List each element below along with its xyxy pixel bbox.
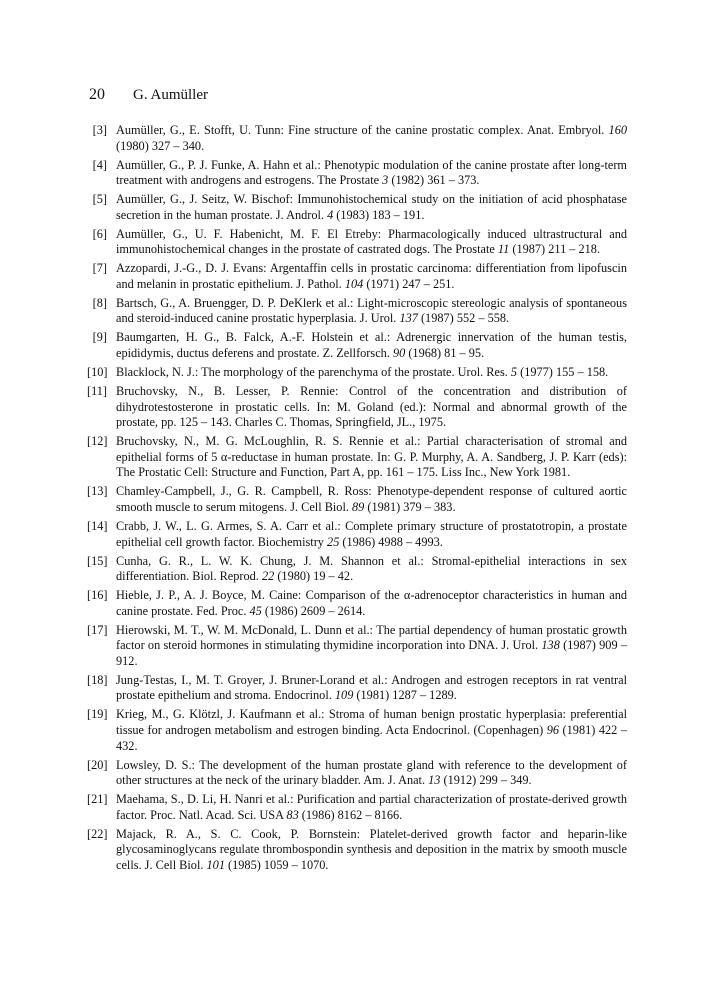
running-head (89, 86, 208, 104)
reference-text-segment: (1987) 211 – 218. (509, 242, 601, 257)
reference-text (116, 758, 627, 789)
reference-text-segment: Hieble, J. P., A. J. Boyce, M. Caine: Comparison of the α-adrenoceptor characteristics in human and canine prostate. Fed. Proc. (116, 588, 627, 618)
reference-volume: 160 (608, 123, 627, 137)
reference-number: [17] (87, 622, 108, 637)
reference-text (116, 330, 627, 361)
reference-text-segment: (1912) 299 – 349. (440, 773, 532, 788)
reference-item (87, 384, 627, 431)
reference-item (87, 519, 627, 550)
reference-volume: 137 (399, 311, 418, 326)
reference-volume: 104 (344, 276, 364, 291)
reference-text-segment: Maehama, S., D. Li, H. Nanri et al.: Purification and partial characterization of prostate-derived growth factor. Proc. Natl. Acad. Sci. USA (116, 792, 627, 822)
reference-volume: 109 (334, 688, 354, 703)
reference-text (116, 623, 627, 670)
reference-text-segment: Krieg, M., G. Klötzl, J. Kaufmann et al.: Stroma of human benign prostatic hyperplasia: preferential tissue for androgen metabolism and estrogen binding. Acta Endocrinol. (Copenhagen) (116, 707, 627, 738)
reference-item (87, 158, 627, 189)
reference-volume: 22 (261, 569, 275, 584)
reference-number: [10] (87, 365, 108, 380)
reference-text-segment: (1986) 8162 – 8166. (298, 807, 403, 822)
reference-number: [5] (92, 192, 107, 207)
reference-item (87, 827, 627, 874)
reference-volume: 13 (428, 773, 441, 788)
reference-text (116, 296, 627, 327)
reference-text (116, 792, 627, 823)
reference-number: [8] (92, 295, 107, 310)
reference-item (87, 623, 627, 670)
reference-item (87, 296, 627, 327)
reference-text (116, 484, 627, 515)
reference-volume: 11 (497, 242, 510, 257)
reference-number: [13] (87, 484, 108, 499)
reference-text-segment: (1981) 422 – 432. (116, 723, 627, 753)
reference-text-segment: Baumgarten, H. G., B. Falck, A.-F. Holstein et al.: Adrenergic innervation of the human testis, epididymis, ductus deferens and prostate. Z. Zellforsch. (116, 330, 627, 361)
reference-text-segment: Lowsley, D. S.: The development of the human prostate gland with reference to the development of other structures at the neck of the urinary bladder. Am. J. Anat. (116, 757, 627, 788)
reference-item (87, 707, 627, 754)
reference-text-segment: Aumüller, G., U. F. Habenicht, M. F. El Etreby: Pharmacologically induced ultrastructural and immunohistochemical changes in the prostate of castrated dogs. The Prostate (116, 226, 627, 257)
reference-text-segment: (1986) 4988 – 4993. (339, 534, 443, 549)
reference-volume: 138 (541, 638, 560, 653)
reference-text (116, 434, 627, 481)
reference-text-segment: Crabb, J. W., L. G. Armes, S. A. Carr et al.: Complete primary structure of prostatotropin, a prostate epithelial cell growth factor. Biochemistry (116, 518, 627, 549)
reference-number: [11] (87, 384, 108, 399)
reference-text (116, 554, 627, 585)
reference-item (87, 758, 627, 789)
reference-text-segment: Bruchovsky, N., M. G. McLoughlin, R. S. Rennie et al.: Partial characterisation of stromal and epithelial forms of 5 α-reductase in human prostate. In: G. P. Murphy, A. A. Sandberg, J. P. Karr (eds): The Prostatic Cell: Structure and Function, Part A, pp. 161 – 175. Liss Inc., New York 1981. (116, 434, 627, 480)
reference-text-segment: Aumüller, G., J. Seitz, W. Bischof: Immunohistochemical study on the initiation of acid phosphatase secretion in the human prostate. J. Androl. (116, 192, 627, 222)
reference-text-segment: (1968) 81 – 95. (405, 346, 485, 361)
reference-text-segment: Bartsch, G., A. Bruengger, D. P. DeKlerk et al.: Light-microscopic stereologic analysis of spontaneous and steroid-induced canine prostatic hyperplasia. J. Urol. (116, 295, 627, 326)
reference-volume: 83 (286, 807, 299, 822)
reference-item (87, 330, 627, 361)
reference-text (116, 827, 627, 874)
reference-text-segment: Aumüller, G., P. J. Funke, A. Hahn et al.: Phenotypic modulation of the canine prostate after long-term treatment with androgens and estrogens. The Prostate (116, 157, 627, 188)
reference-text-segment: (1977) 155 – 158. (517, 365, 609, 380)
reference-text-segment: (1971) 247 – 251. (363, 276, 455, 291)
reference-volume: 89 (352, 499, 365, 514)
reference-item (87, 792, 627, 823)
reference-text (116, 588, 627, 619)
reference-number: [6] (92, 226, 107, 241)
reference-item (87, 365, 627, 381)
reference-text-segment: Cunha, G. R., L. W. K. Chung, J. M. Shannon et al.: Stromal-epithelial interactions in sex differentiation. Biol. Reprod. (116, 553, 627, 584)
reference-number: [16] (87, 588, 108, 603)
reference-number: [18] (87, 672, 108, 687)
reference-text (116, 707, 627, 754)
reference-text-segment: Aumüller, G., E. Stofft, U. Tunn: Fine structure of the canine prostatic complex. Anat. Embryol. (116, 123, 609, 137)
reference-number: [15] (87, 553, 108, 568)
reference-text-segment: (1987) 909 – 912. (116, 638, 628, 668)
reference-number: [14] (87, 518, 108, 533)
reference-volume: 45 (249, 603, 262, 618)
reference-text (116, 227, 627, 258)
reference-number: [22] (87, 826, 108, 841)
reference-text-segment: Majack, R. A., S. C. Cook, P. Bornstein: Platelet-derived growth factor and heparin-like glycosaminoglycans regulate thrombospondin synthesis and deposition in the matrix by smooth muscle cells. J. Cell Biol. (116, 826, 627, 872)
reference-text (116, 123, 627, 154)
reference-item (87, 484, 627, 515)
reference-list (87, 123, 627, 877)
reference-text-segment: (1985) 1059 – 1070. (224, 857, 329, 872)
reference-number: [7] (92, 261, 107, 276)
reference-text (116, 192, 627, 223)
reference-item (87, 123, 627, 154)
reference-text-segment: (1983) 183 – 191. (333, 207, 425, 222)
reference-item (87, 261, 627, 292)
reference-text-segment: Hierowski, M. T., W. M. McDonald, L. Dunn et al.: The partial dependency of human prostatic growth factor on steroid hormones in stimulating thymidine incorporation into DNA. J. Urol. (116, 622, 627, 653)
reference-volume: 96 (546, 723, 560, 738)
reference-text-segment: (1987) 552 – 558. (417, 311, 510, 326)
reference-volume: 90 (392, 346, 406, 361)
reference-number: [3] (92, 123, 107, 137)
reference-item (87, 192, 627, 223)
reference-volume: 25 (327, 534, 340, 549)
reference-text-segment: Blacklock, N. J.: The morphology of the parenchyma of the prostate. Urol. Res. (116, 365, 511, 380)
reference-number: [9] (92, 330, 107, 345)
reference-volume: 101 (206, 857, 225, 872)
reference-volume: 4 (327, 207, 334, 222)
reference-number: [21] (87, 792, 108, 807)
reference-text (116, 158, 627, 189)
reference-item (87, 434, 627, 481)
reference-text-segment: (1986) 2609 – 2614. (261, 603, 366, 618)
reference-volume: 3 (382, 173, 389, 188)
reference-text-segment: (1981) 379 – 383. (364, 499, 456, 514)
reference-text (116, 519, 627, 550)
running-head-author: G. Aumüller (133, 87, 208, 103)
reference-text (116, 384, 627, 431)
reference-item (87, 673, 627, 704)
reference-item (87, 554, 627, 585)
reference-text-segment: Jung-Testas, I., M. T. Groyer, J. Bruner-Lorand et al.: Androgen and estrogen receptors in rat ventral prostate epithelium and stroma. Endocrinol. (116, 672, 627, 703)
reference-number: [4] (92, 157, 107, 172)
reference-text-segment: Chamley-Campbell, J., G. R. Campbell, R. Ross: Phenotype-dependent response of cultured aortic smooth muscle to serum mitogens. J. Cell Biol. (116, 484, 627, 514)
reference-text-segment: Azzopardi, J.-G., D. J. Evans: Argentaffin cells in prostatic carcinoma: differentiation from lipofuscin and melanin in prostatic epithelium. J. Pathol. (116, 261, 627, 291)
reference-text (116, 673, 627, 704)
reference-text-segment: (1980) 327 – 340. (116, 138, 205, 153)
reference-volume: 5 (510, 365, 518, 380)
page-number: 20 (89, 86, 105, 103)
reference-text-segment: (1980) 19 – 42. (274, 569, 354, 584)
reference-text (116, 365, 627, 381)
reference-item (87, 227, 627, 258)
reference-item (87, 588, 627, 619)
reference-number: [19] (87, 707, 108, 722)
reference-text (116, 261, 627, 292)
reference-number: [12] (87, 434, 108, 449)
reference-number: [20] (87, 757, 108, 772)
reference-text-segment: Bruchovsky, N., B. Lesser, P. Rennie: Control of the concentration and distribution of dihydrotestosterone in prostatic cells. In: M. Goland (ed.): Normal and abnormal growth of the prostate, pp. 125 – 143. Charles C. Thomas, Springfield, JL., 1975. (116, 384, 627, 430)
reference-text-segment: (1981) 1287 – 1289. (353, 688, 457, 703)
reference-text-segment: (1982) 361 – 373. (388, 173, 480, 188)
